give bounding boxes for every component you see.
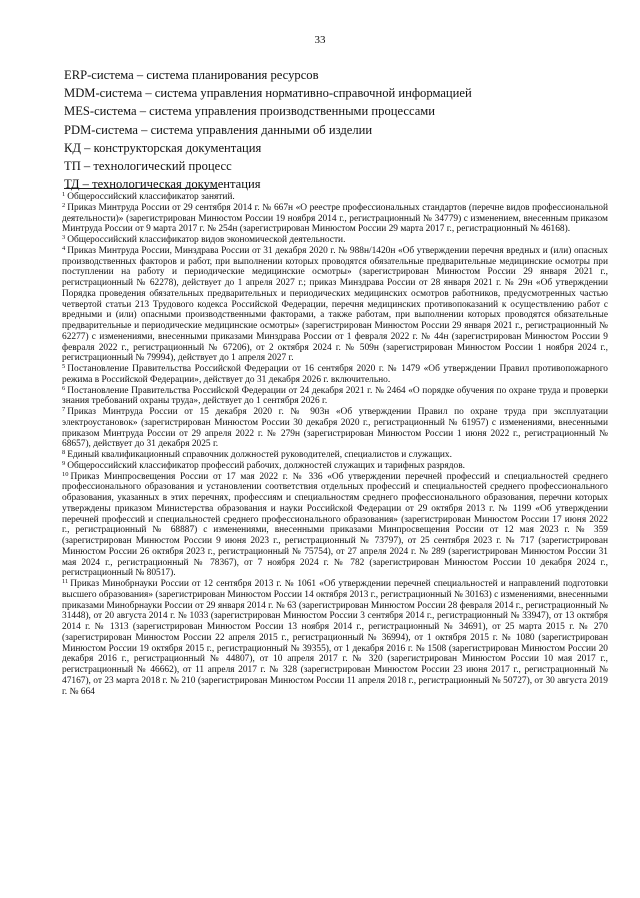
footnote-8 [62, 450, 608, 461]
footnote-marker: 7 [62, 406, 66, 413]
footnote-2 [62, 203, 608, 235]
footnote-text: Постановление Правительства Российской Федерации от 16 сентября 2020 г. № 1479 «Об утверждении Правил противопожарного режима в Российской Федерации», действует до 31 декабря 2026 г. включительно. [62, 364, 608, 385]
abbreviation-mdm: MDM-система – система управления нормативно-справочной информацией [64, 86, 472, 101]
footnote-marker: 10 [62, 470, 69, 478]
page-number: 33 [314, 34, 326, 46]
footnote-marker: 4 [62, 244, 66, 252]
abbreviation-td: ТД – технологическая документация [64, 177, 261, 192]
footnote-marker: 1 [62, 191, 66, 198]
footnotes [62, 192, 608, 697]
footnote-text: Приказ Минпросвещения России от 17 мая 2022 г. № 336 «Об утверждении перечней профессий и специальностей среднего профессионального образования и установлении соответствия отдельных профессий и специальностей среднего профессионального образования, указанных в этих перечнях, профессиям и специальностям среднего профессионального образования, перечни которых утверждены приказом Министерства образования и науки Российской Федерации от 29 октября 2013 г. № 1199 «Об утверждении перечней профессий и специальностей среднего профессионального образования» (зарегистрирован Минюстом России 17 июня 2022 г., регистрационный № 68887) с изменениями, внесенными приказами Минпросвещения России от 12 мая 2023 г. № 359 (зарегистрирован Минюстом России 9 июня 2023 г., регистрационный № 73797), от 25 сентября 2023 г. № 717 (зарегистрирован Минюстом России 26 октября 2023 г., регистрационный № 75754), от 27 апреля 2024 г. № 289 (зарегистрирован Минюстом России 31 мая 2024 г., регистрационный № 78367), от 7 ноября 2024 г. № 782 (зарегистрирован Минюстом России 10 декабря 2024 г., регистрационный № 80517). [62, 471, 608, 579]
footnote-4 [62, 246, 608, 364]
footnote-text: Приказ Минтруда России от 15 декабря 2020 г. № 903н «Об утверждении Правил по охране труда при эксплуатации электроустановок» (зарегистрирован Минюстом России 30 декабря 2020 г., регистрационный № 61957) с изменениями, внесенными приказом Минтруда России от 29 апреля 2022 г. № 279н (зарегистрирован Минюстом России 1 июня 2022 г., регистрационный № 68657), действует до 31 декабря 2025 г. [62, 407, 608, 450]
footnote-text: Общероссийский классификатор профессий рабочих, должностей служащих и тарифных разрядов. [67, 460, 465, 471]
footnote-10 [62, 472, 608, 580]
footnote-text: Общероссийский классификатор видов экономической деятельности. [67, 235, 346, 245]
footnote-text: Постановление Правительства Российской Федерации от 24 декабря 2021 г. № 2464 «О порядке обучения по охране труда и проверки знания требований охраны труда», действует до 1 сентября 2026 г. [62, 385, 608, 407]
abbreviation-kd: КД – конструкторская документация [64, 140, 262, 155]
footnote-text: Приказ Минтруда России, Минздрава России от 31 декабря 2020 г. № 988н/1420н «Об утверждении перечня вредных и (или) опасных производственных факторов и работ, при выполнении которых проводятся обязательные предварительные медицинские осмотры при поступлении на работу и периодические медицинские осмотры» (зарегистрирован Минюстом России 29 января 2021 г., регистрационный № 62278), действует до 1 апреля 2027 г.; приказ Минздрава России от 28 января 2021 г. № 29н «Об утверждении Порядка проведения обязательных предварительных и периодических медицинских осмотров работников, предусмотренных частью четвертой статьи 213 Трудового кодекса Российской Федерации, перечня медицинских противопоказаний к осуществлению работ с вредными и (или) опасными производственными факторами, а также работам, при выполнении которых проводятся обязательные предварительные и периодические медицинские осмотры» (зарегистрирован Минюстом России 29 января 2021 г., регистрационный № 62277) с изменениями, внесенными приказами Минздрава России от 1 февраля 2022 г. № 44н (зарегистрирован Минюстом России 9 февраля 2022 г., регистрационный № 67206), от 2 октября 2024 г. № 509н (зарегистрирован Минюстом России 1 ноября 2024 г., регистрационный № 79994), действует до 1 апреля 2027 г. [62, 245, 608, 364]
footnote-marker: 2 [62, 201, 66, 209]
footnote-9 [62, 461, 608, 472]
footnote-text: Единый квалификационный справочник должностей руководителей, специалистов и служащих. [67, 450, 452, 460]
footnote-5 [62, 364, 608, 386]
footnote-marker: 9 [62, 459, 66, 467]
footnote-marker: 5 [62, 363, 66, 370]
footnote-separator [64, 188, 218, 189]
abbreviation-tp: ТП – технологический процесс [64, 159, 232, 174]
footnote-1 [62, 192, 608, 203]
footnote-marker: 6 [62, 384, 66, 392]
abbreviation-erp: ERP-система – система планирования ресурсов [64, 68, 319, 82]
abbreviation-mes: MES-система – система управления производственными процессами [64, 104, 436, 119]
footnote-3 [62, 235, 608, 246]
footnote-marker: 3 [62, 234, 66, 241]
footnote-text: Приказ Минобрнауки России от 12 сентября 2013 г. № 1061 «Об утверждении перечней специальностей и направлений подготовки высшего образования» (зарегистрирован Минюстом России 14 октября 2013 г., регистрационный № 30163) с изменениями, внесенными приказами Минобрнауки России от 29 января 2014 г. № 63 (зарегистрирован Минюстом России 28 февраля 2014 г., регистрационный № 31448), от 20 августа 2014 г. № 1033 (зарегистрирован Минюстом России 3 сентября 2014 г., регистрационный № 33947), от 13 октября 2014 г. № 1313 (зарегистрирован Минюстом России 13 ноября 2014 г., регистрационный № 34691), от 25 марта 2015 г. № 270 (зарегистрирован Минюстом России 22 апреля 2015 г., регистрационный № 36994), от 1 октября 2015 г. № 1080 (зарегистрирован Минюстом России 19 октября 2015 г., регистрационный № 39355), от 1 декабря 2016 г. № 1508 (зарегистрирован Минюстом России 20 декабря 2016 г., регистрационный № 44807), от 10 апреля 2017 г. № 320 (зарегистрирован Минюстом России 10 мая 2017 г., регистрационный № 46662), от 11 апреля 2017 г. № 328 (зарегистрирован Минюстом России 23 июня 2017 г., регистрационный № 47167), от 23 марта 2018 г. № 210 (зарегистрирован Минюстом России 11 апреля 2018 г., регистрационный № 50727), от 30 августа 2019 г. № 664 [62, 579, 608, 697]
footnote-11 [62, 579, 608, 697]
footnote-text: Общероссийский классификатор занятий. [67, 192, 235, 202]
footnote-7 [62, 407, 608, 450]
abbreviation-list [64, 66, 604, 193]
footnote-marker: 8 [62, 449, 66, 456]
footnote-marker: 11 [62, 578, 69, 585]
footnote-6 [62, 386, 608, 408]
footnote-text: Приказ Минтруда России от 29 сентября 2014 г. № 667н «О реестре профессиональных стандартов (перечне видов профессиональной деятельности)» (зарегистрирован Минюстом России 19 ноября 2014 г., регистрационный № 34779) с изменением, внесенным приказом Минтруда России от 9 марта 2017 г. № 254н (зарегистрирован Минюстом России 29 марта 2017 г., регистрационный № 46168). [62, 202, 608, 235]
abbreviation-pdm: PDM-система – система управления данными об изделии [64, 122, 373, 137]
